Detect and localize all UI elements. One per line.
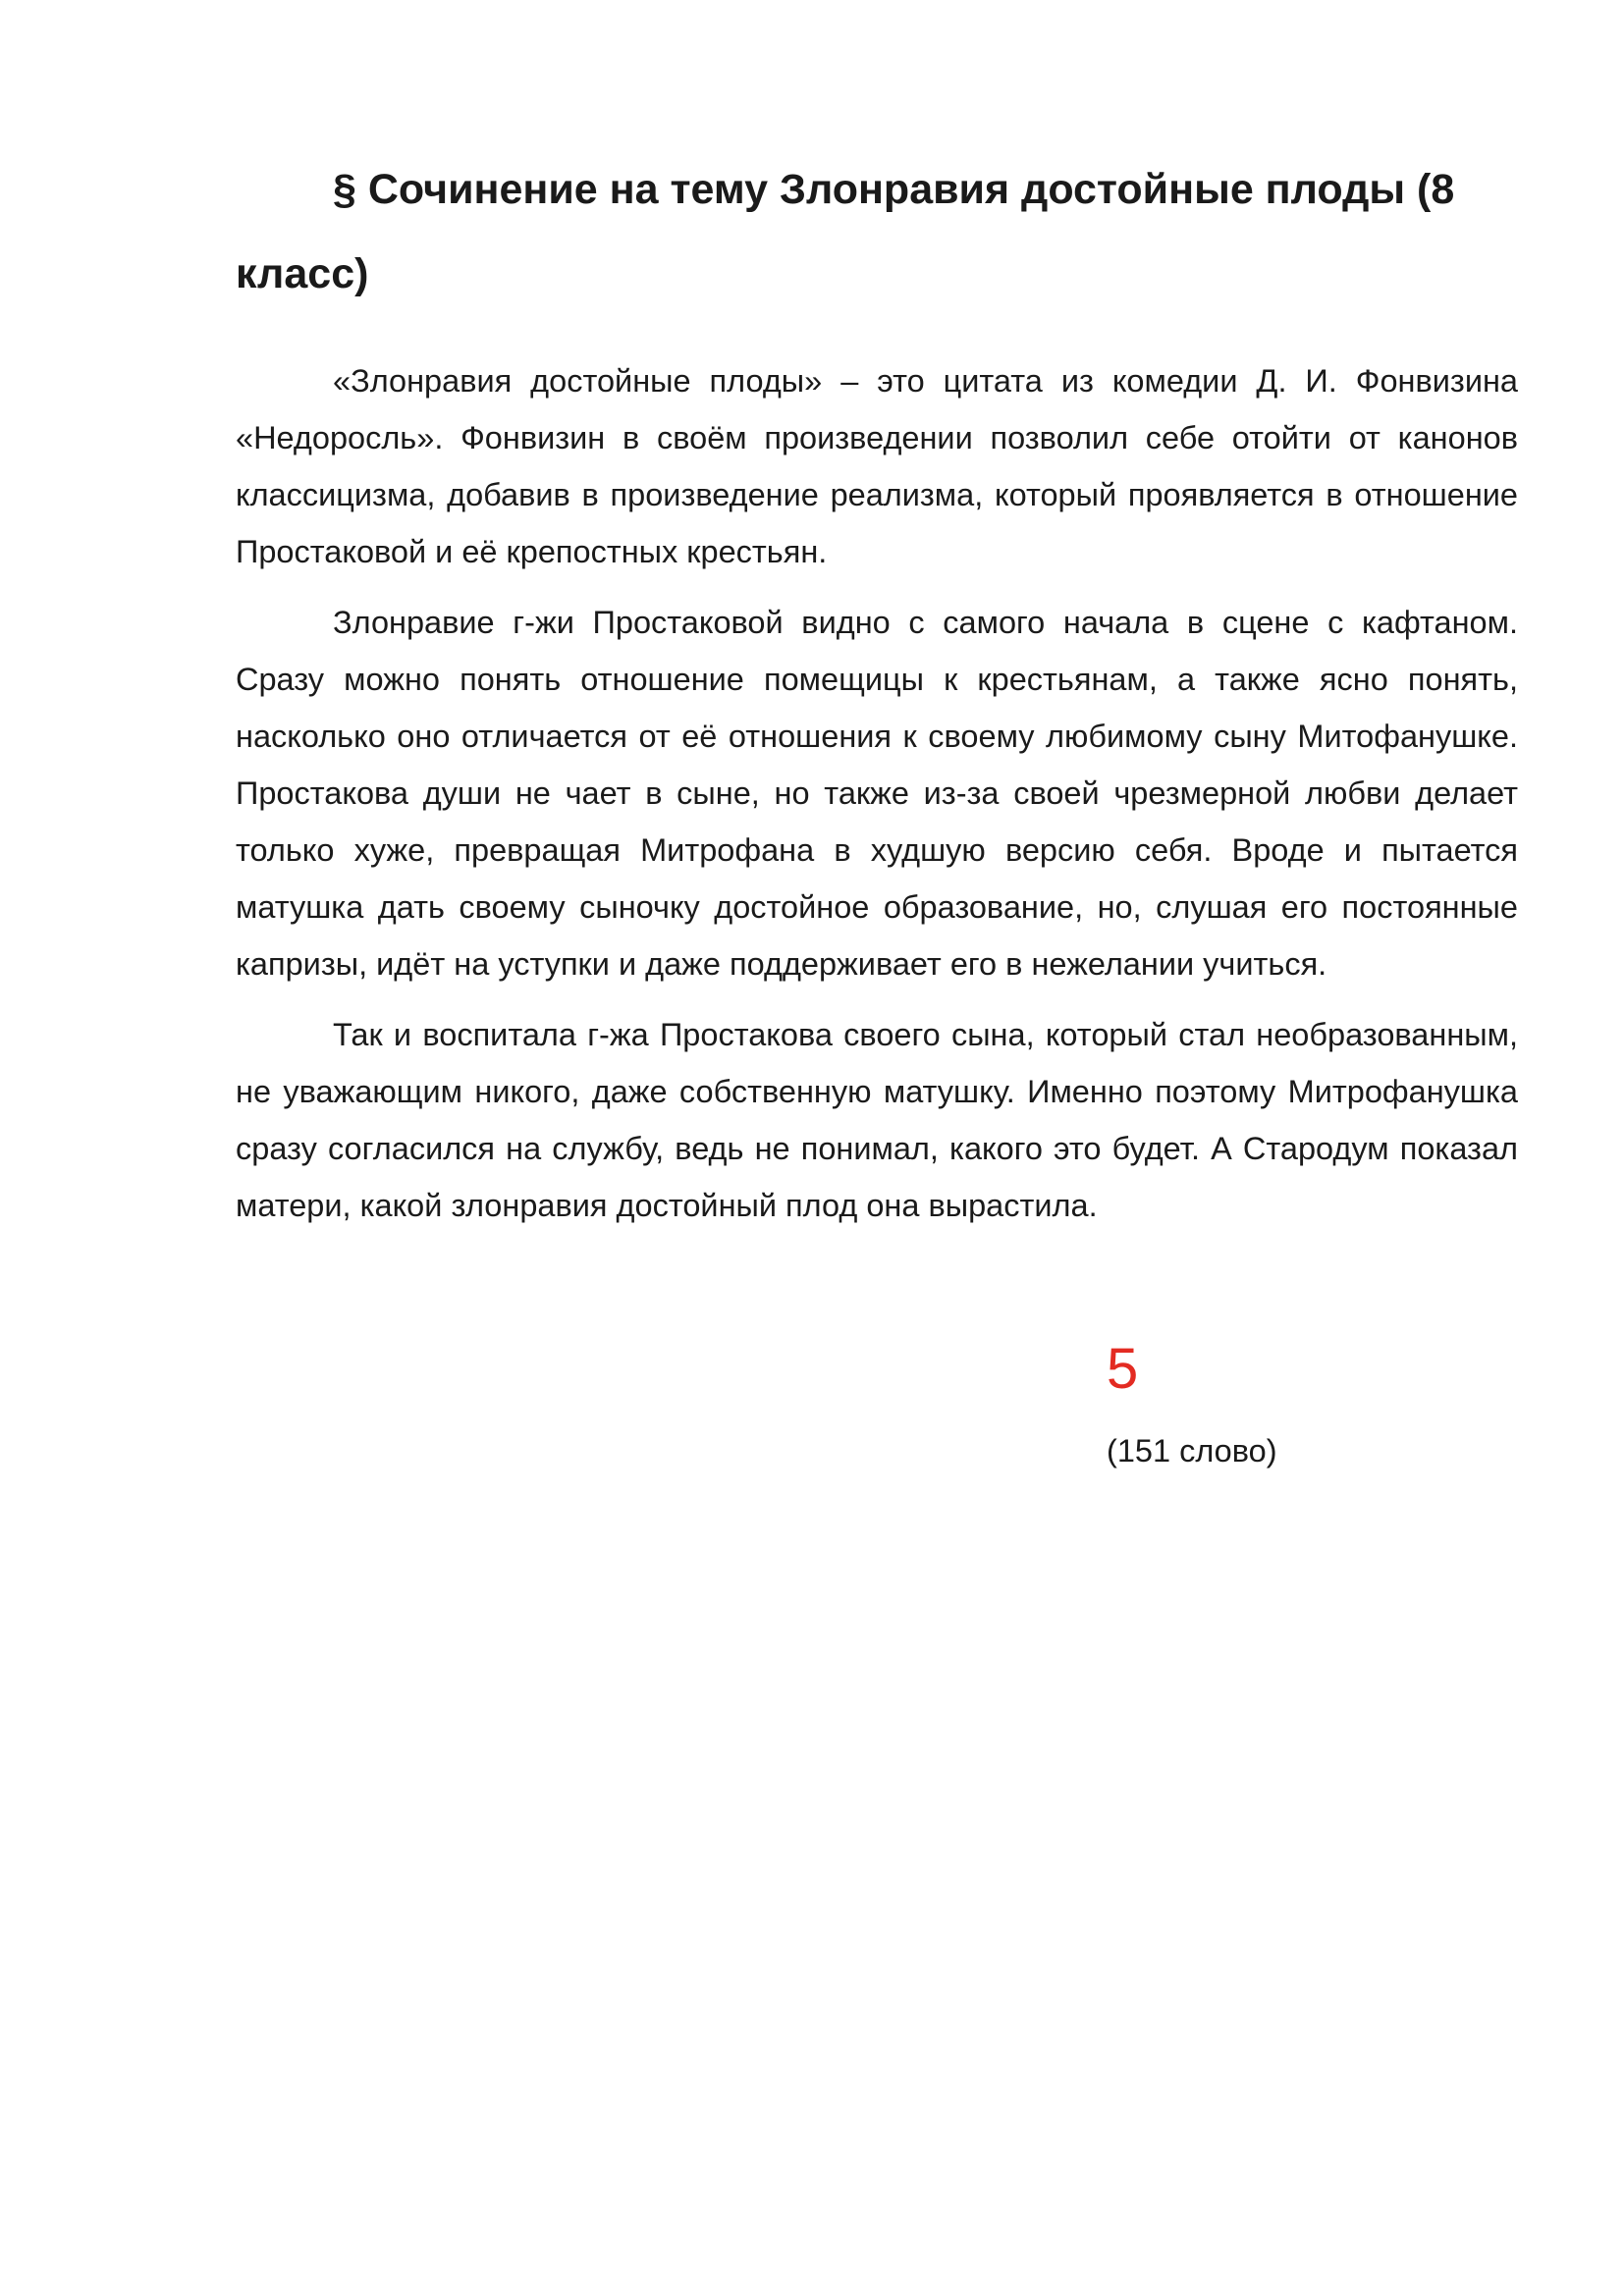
grade-mark: 5 [1107, 1337, 1139, 1401]
essay-body [236, 352, 1518, 1248]
essay-title: § Сочинение на тему Злонравия достойные плоды (8 класс) [236, 166, 1455, 297]
essay-paragraph: «Злонравия достойные плоды» – это цитата из комедии Д. И. Фонвизина «Недоросль». Фонвизин в своём произведении позволил себе отойти от канонов классицизма, добавив в произведение реализма, который проявляется в отношение Простаковой и её крепостных крестьян. [236, 363, 1518, 569]
essay-paragraph: Так и воспитала г-жа Простакова своего сына, который стал необразованным, не уважающим никого, даже собственную матушку. Именно поэтому Митрофанушка сразу согласился на службу, ведь не понимал, какого это будет. А Стародум показал матери, какой злонравия достойный плод она вырастила. [236, 1017, 1518, 1223]
essay-paragraph: Злонравие г-жи Простаковой видно с самого начала в сцене с кафтаном. Сразу можно понять отношение помещицы к крестьянам, а также ясно понять, насколько оно отличается от её отношения к своему любимому сыну Митофанушке. Простакова души не чает в сыне, но также из-за своей чрезмерной любви делает только хуже, превращая Митрофана в худшую версию себя. Вроде и пытается матушка дать своему сыночку достойное образование, но, слушая его постоянные капризы, идёт на уступки и даже поддерживает его в нежелании учиться. [236, 605, 1518, 982]
word-count: (151 слово) [1107, 1433, 1277, 1468]
